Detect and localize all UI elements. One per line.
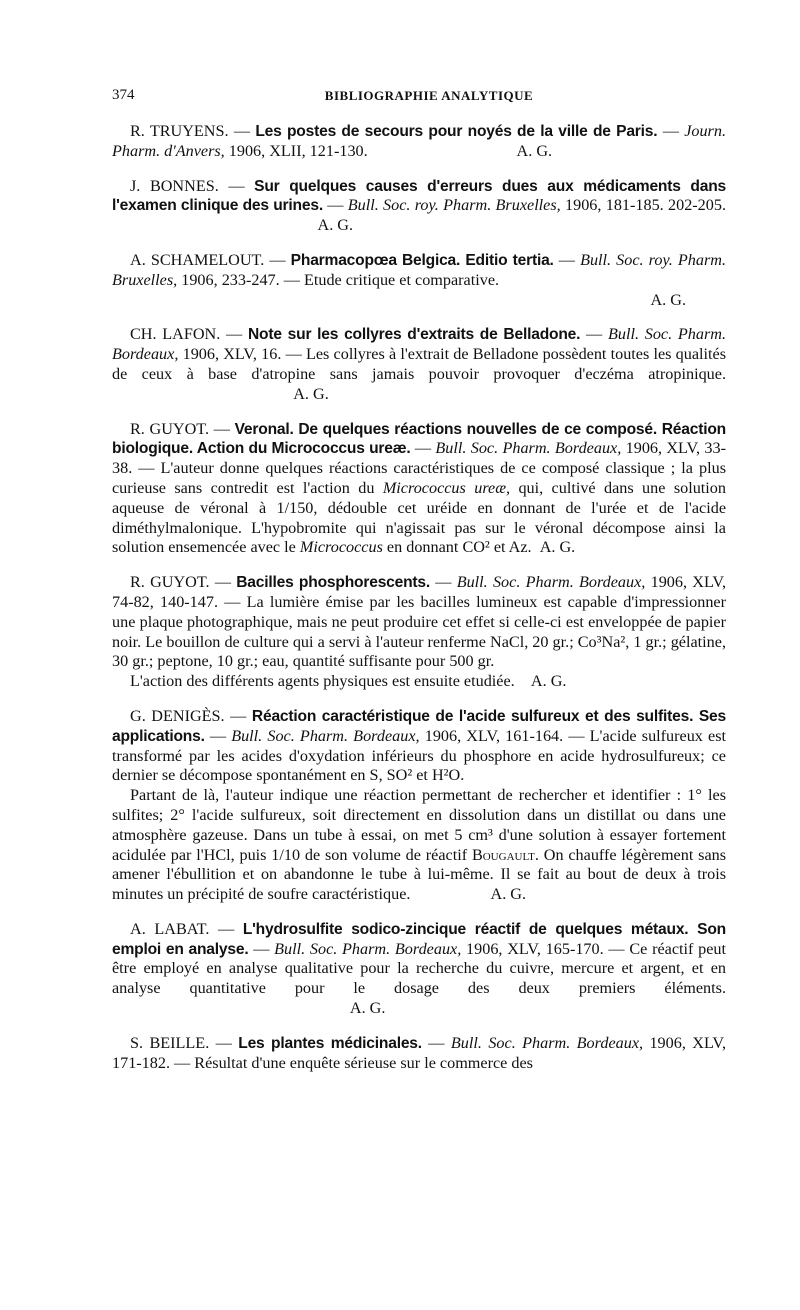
entry-abstract: en donnant CO² et Az. xyxy=(386,538,532,557)
entry-abstract: On chauffe légèrement sans amener l'ébullition et on abandonne le tube à lui-même. Il se fait au bout de deux à trois minutes un précipité de soufre caractéristique. xyxy=(112,845,727,904)
entry-title: Les plantes médicinales. xyxy=(238,1034,422,1052)
entry-abstract: Etude critique et comparative. xyxy=(303,270,500,289)
entry-initials: A. G. xyxy=(293,384,329,403)
entry-abstract-smallcaps: Bougault. xyxy=(471,845,539,864)
entry-source: Bull. Soc. Pharm. Bordeaux, xyxy=(435,439,622,458)
entry-source-ref: 1906, XLV, 161-164. xyxy=(424,726,564,745)
entry-initials: A. G. xyxy=(530,672,567,691)
entry-title: Veronal. xyxy=(234,420,294,438)
entry-source: Bull. Soc. roy. Pharm. Bruxelles, xyxy=(112,250,727,289)
entry-abstract: Ce réactif peut être employé en analyse qualitative pour la recherche du cuivre, mercure et argent, et en analyse quantitative pour le dosage des deux premiers éléments. xyxy=(112,939,727,998)
entry-initials: A. G. xyxy=(650,290,686,309)
entry-abstract: qui, cultivé dans une solution aqueuse de véronal à 1/150, dédouble cet uréide en donnant de l'urée et de l'acide diméthylmalonique. L'hypobromite qui n'agissait pas sur le véronal décompose ainsi la solution ensemencée avec le xyxy=(112,478,726,557)
page-number: 374 xyxy=(112,87,135,103)
entry-source: Bull. Soc. Pharm. Bordeaux, xyxy=(112,325,727,364)
entry-initials: A. G. xyxy=(539,538,576,557)
entry-abstract: La lumière émise par les bacilles lumineux est capable d'impressionner une plaque photographique, mais ne peut produire cet effet si celle-ci est enveloppée de papier noir. Le bouillon de culture qui a servi à l'auteur renferme NaCl, 20 gr.; Co³Na², 1 gr.; gélatine, 30 gr.; peptone, 10 gr.; eau, quantité suffisante pour 500 gr. xyxy=(112,592,727,671)
entry-source-ref: 1906, XLV, 74-82, 140-147. xyxy=(112,573,727,611)
entry-source-ref: 1906, 181-185. 202-205. xyxy=(565,196,727,215)
entry-author: CH. LAFON. xyxy=(130,325,221,344)
entry-source-ref: 1906, XLV, 165-170. xyxy=(466,939,604,958)
entry-source-ref: 1906, 233-247. xyxy=(181,270,280,289)
entry-author: J. BONNES. xyxy=(130,176,219,195)
entry-source: Bull. Soc. roy. Pharm. Bruxelles, xyxy=(347,196,561,215)
entry-author: R. TRUYENS. xyxy=(130,122,229,140)
entry-initials: A. G. xyxy=(317,216,354,235)
entry-source-ref: 1906, XLII, 121-130. xyxy=(228,141,368,160)
bibliography-entry: A. LABAT. — L'hydrosulfite sodico-zincique réactif de quelques métaux. Son emploi en analyse. — Bull. Soc. Pharm. Bordeaux, 1906, XLV, 165-170. — Ce réactif peut être employé en analyse qualitative pour la recherche du cuivre, mercure et argent, et en analyse quantitative pour le dosage des deux premiers éléments. A. G. xyxy=(112,919,727,1018)
entry-initials: A. G. xyxy=(349,999,386,1018)
entry-author: G. DENIGÈS. xyxy=(130,706,225,725)
entry-abstract: Les collyres à l'extrait de Belladone possèdent toutes les qualités de ceux à base d'atropine sans jamais pouvoir provoquer d'eczéma atropinique. xyxy=(112,345,727,383)
bibliography-entry: A. SCHAMELOUT. — Pharmacopœa Belgica. Editio tertia. — Bull. Soc. roy. Pharm. Bruxelles, 1906, 233-247. — Etude critique et comparative. A. G. xyxy=(112,250,727,309)
running-head xyxy=(112,86,726,108)
entry-title: L'hydrosulfite sodico-zincique réactif de quelques métaux. Son emploi en analyse. xyxy=(112,920,727,958)
entry-abstract: L'acide sulfureux est transformé par les acides d'oxydation inférieurs du phosphore en acide hydrosulfureux; ce dernier se décompose spontanément en S, SO² et H²O. xyxy=(112,726,727,785)
bibliography-entry: R. GUYOT. — Bacilles phosphorescents. — Bull. Soc. Pharm. Bordeaux, 1906, XLV, 74-82, 140-147. — La lumière émise par les bacilles lumineux est capable d'impressionner une plaque photographique, mais ne peut produire cet effet si celle-ci est enveloppée de papier noir. Le bouillon de culture qui a servi à l'auteur renferme NaCl, 20 gr.; Co³Na², 1 gr.; gélatine, 30 gr.; peptone, 10 gr.; eau, quantité suffisante pour 500 gr. L'action des différents agents physiques est ensuite etudiée. A. G. xyxy=(112,573,727,691)
entry-source: Journ. Pharm. d'Anvers, xyxy=(112,122,726,160)
entry-title: Pharmacopœa Belgica. Editio tertia. xyxy=(290,251,554,269)
bibliography-entry: S. BEILLE. — Les plantes médicinales. — Bull. Soc. Pharm. Bordeaux, 1906, XLV, 171-182. — Résultat d'une enquête sérieuse sur le commerce des xyxy=(112,1033,727,1072)
entry-author: A. SCHAMELOUT. xyxy=(130,250,265,269)
entry-author: A. LABAT. xyxy=(130,919,210,938)
bibliography-entry: J. BONNES. — Sur quelques causes d'erreurs dues aux médicaments dans l'examen clinique des urines. — Bull. Soc. roy. Pharm. Bruxelles, 1906, 181-185. 202-205. A. G. xyxy=(112,176,727,235)
entry-source-ref: 1906, XLV, 16. xyxy=(182,345,282,364)
entry-source-ref: 1906, XLV, 171-182. xyxy=(112,1033,727,1072)
entry-source: Bull. Soc. Pharm. Bordeaux, xyxy=(231,726,420,745)
entry-abstract: L'action des différents agents physiques est ensuite etudiée. xyxy=(130,672,515,691)
entry-initials: A. G. xyxy=(490,885,527,904)
entry-author: S. BEILLE. xyxy=(130,1033,210,1052)
entry-abstract: Résultat d'une enquête sérieuse sur le commerce des xyxy=(194,1053,533,1072)
entry-abstract: Partant de là, l'auteur indique une réaction permettant de rechercher et identifier : 1° les sulfites; 2° l'acide sulfureux, soit directement en dissolution dans un distillat ou dans une atmosphère gazeuse. Dans un tube à essai, on met 5 cm³ d'une solution à essayer fortement acidulée par l'HCl, puis 1/10 de son volume de réactif xyxy=(112,786,726,864)
bibliography-entry: CH. LAFON. — Note sur les collyres d'extraits de Belladone. — Bull. Soc. Pharm. Bordeaux, 1906, XLV, 16. — Les collyres à l'extrait de Belladone possèdent toutes les qualités de ceux à base d'atropine sans jamais pouvoir provoquer d'eczéma atropinique. A. G. xyxy=(112,325,727,403)
entry-abstract-italic: Micrococcus xyxy=(299,538,383,557)
running-title: BIBLIOGRAPHIE ANALYTIQUE xyxy=(324,88,534,103)
entry-title: Bacilles phosphorescents. xyxy=(236,574,431,592)
entry-author: R. GUYOT. xyxy=(130,573,210,592)
bibliography-entry: G. DENIGÈS. — Réaction caractéristique de l'acide sulfureux et des sulfites. Ses applications. — Bull. Soc. Pharm. Bordeaux, 1906, XLV, 161-164. — L'acide sulfureux est transformé par les acides d'oxydation inférieurs du phosphore en acide hydrosulfureux; ce dernier se décompose spontanément en S, SO² et H²O. Partant de là, l'auteur indique une réaction permettant de rechercher et identifier : 1° les sulfites; 2° l'acide sulfureux, soit directement en dissolution dans un distillat ou dans une atmosphère gazeuse. Dans un tube à essai, on met 5 cm³ d'une solution à essayer fortement acidulée par l'HCl, puis 1/10 de son volume de réactif Bougault. On chauffe légèrement sans amener l'ébullition et on abandonne le tube à lui-même. Il se fait au bout de deux à trois minutes un précipité de soufre caractéristique. A. G. xyxy=(112,706,727,904)
entry-author: R. GUYOT. xyxy=(130,419,210,438)
entry-subtitle: De quelques réactions nouvelles de ce composé. Réaction biologique. Action du Micrococcus ureæ. xyxy=(112,420,726,458)
entry-source: Bull. Soc. Pharm. Bordeaux, xyxy=(450,1033,644,1052)
entry-title: Sur quelques causes d'erreurs dues aux médicaments dans l'examen clinique des urines. xyxy=(112,177,727,215)
entry-initials: A. G. xyxy=(516,141,553,160)
bibliography-entry: R. TRUYENS. — Les postes de secours pour noyés de la ville de Paris. — Journ. Pharm. d'Anvers, 1906, XLII, 121-130. A. G. xyxy=(112,122,726,160)
entry-abstract-italic: Micrococcus ureæ, xyxy=(382,478,511,497)
entry-source: Bull. Soc. Pharm. Bordeaux, xyxy=(456,573,646,592)
entry-source: Bull. Soc. Pharm. Bordeaux, xyxy=(274,939,462,958)
entry-title: Note sur les collyres d'extraits de Belladone. xyxy=(247,326,581,344)
entry-abstract: L'auteur donne quelques réactions caractéristiques de ce composé classique ; la plus curieuse sans contredit est l'action du xyxy=(112,459,727,497)
entry-title: Réaction caractéristique de l'acide sulfureux et des sulfites. Ses applications. xyxy=(112,707,726,745)
bibliography-entry: R. GUYOT. — Veronal. De quelques réactions nouvelles de ce composé. Réaction biologique. Action du Micrococcus ureæ. — Bull. Soc. Pharm. Bordeaux, 1906, XLV, 33-38. — L'auteur donne quelques réactions caractéristiques de ce composé classique ; la plus curieuse sans contredit est l'action du Micrococcus ureæ, qui, cultivé dans une solution aqueuse de véronal à 1/150, dédouble cet uréide en donnant de l'urée et de l'acide diméthylmalonique. L'hypobromite qui n'agissait pas sur le véronal décompose ainsi la solution ensemencée avec le Micrococcus en donnant CO² et Az. A. G. xyxy=(112,419,727,557)
entry-source-ref: 1906, XLV, 33-38. xyxy=(112,439,727,478)
entry-title: Les postes de secours pour noyés de la ville de Paris. xyxy=(255,123,658,140)
